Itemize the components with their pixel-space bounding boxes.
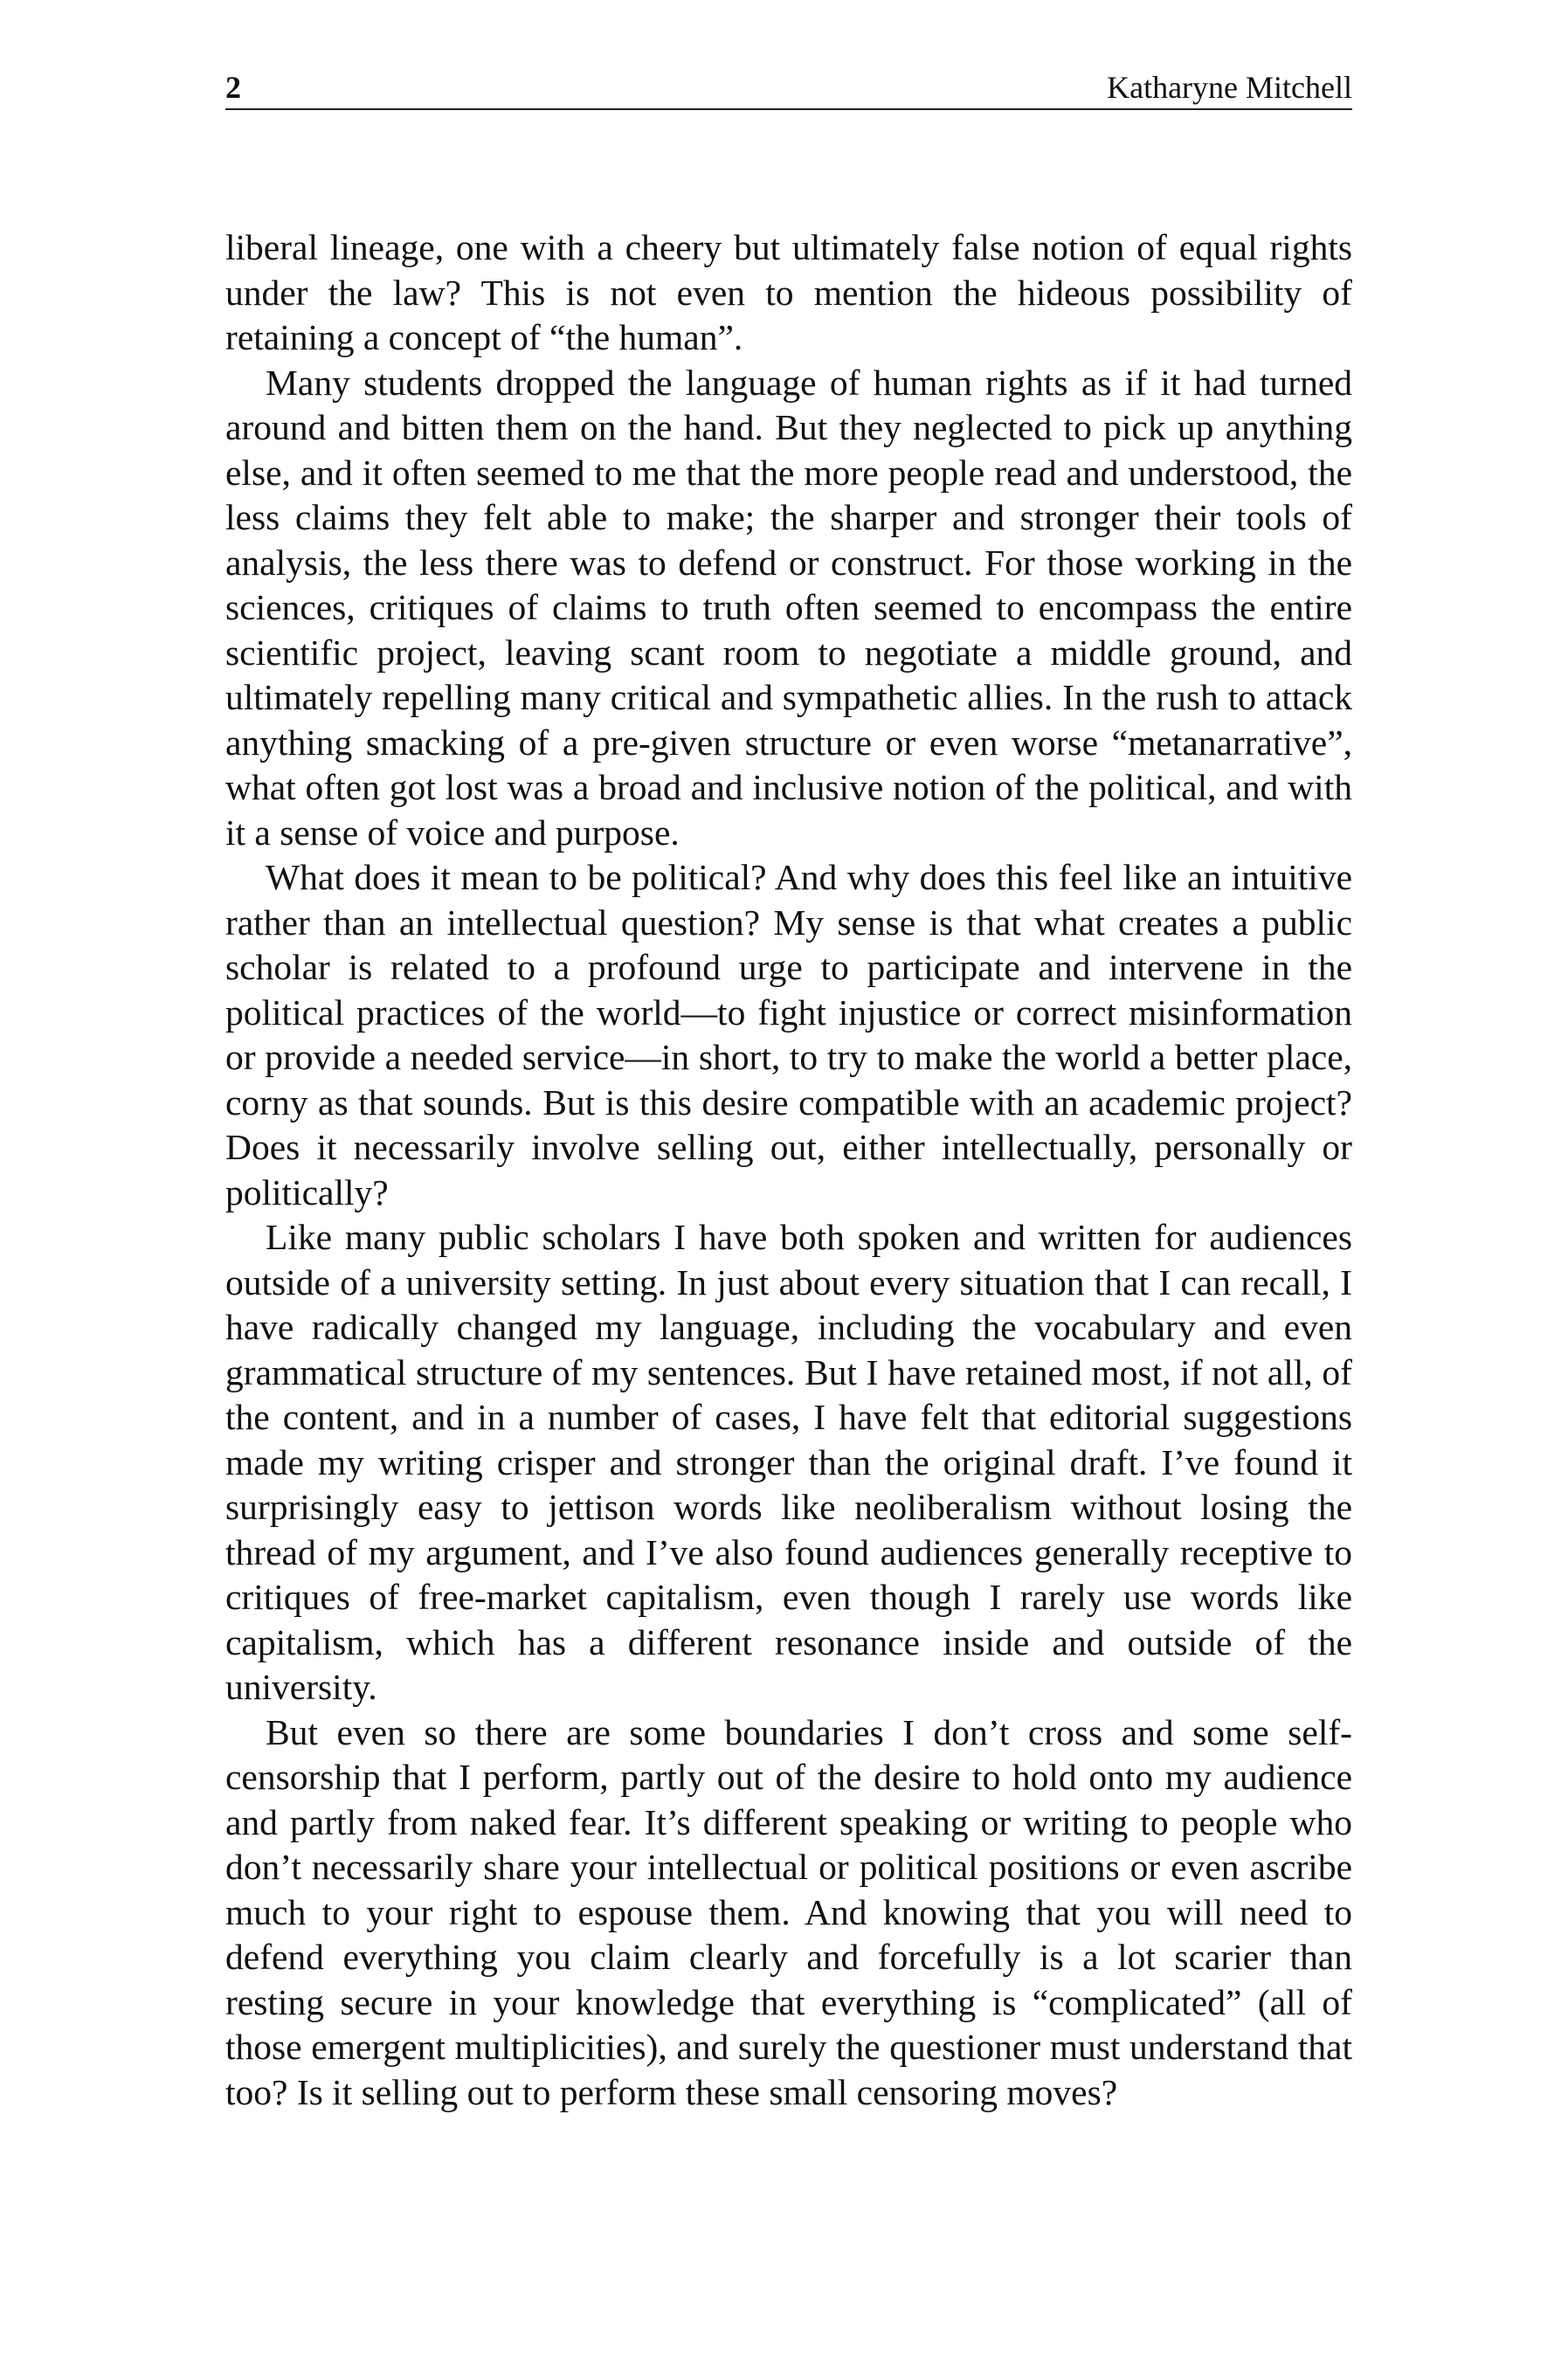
running-header: [225, 68, 1352, 110]
running-head-author: Katharyne Mitchell: [1107, 70, 1352, 105]
paragraph: What does it mean to be political? And why does this feel like an intuitive rather than an intellectual question? My sense is that what creates a public scholar is related to a profound urge to participate and intervene in the political practices of the world—to fight injustice or correct misinformation or provide a needed service—in short, to try to make the world a better place, corny as that sounds. But is this desire compatible with an academic project? Does it necessarily involve selling out, either intellectually, personally or politically?: [225, 857, 1352, 1213]
paragraph: liberal lineage, one with a cheery but ultimately false notion of equal rights under the law? This is not even to mention the hideous possibility of retaining a concept of “the human”.: [225, 227, 1352, 357]
body-text: [225, 225, 1352, 2115]
paragraph: Like many public scholars I have both spoken and written for audiences outside of a university setting. In just about every situation that I can recall, I have radically changed my language, including the vocabulary and even grammatical structure of my sentences. But I have retained most, if not all, of the content, and in a number of cases, I have felt that editorial suggestions made my writing crisper and stronger than the original draft. I’ve found it surprisingly easy to jettison words like neoliberalism without losing the thread of my argument, and I’ve also found audiences generally receptive to critiques of free-market capitalism, even though I rarely use words like capitalism, which has a different resonance inside and outside of the university.: [225, 1217, 1352, 1707]
paragraph: But even so there are some boundaries I don’t cross and some self-censorship that I perform, partly out of the desire to hold onto my audience and partly from naked fear. It’s different speaking or writing to people who don’t necessarily share your intellectual or political positions or even ascribe much to your right to espouse them. And knowing that you will need to defend everything you claim clearly and forcefully is a lot scarier than resting secure in your knowledge that everything is “complicated” (all of those emergent multiplicities), and surely the questioner must understand that too? Is it selling out to perform these small censoring moves?: [225, 1711, 1352, 2112]
document-page: [225, 68, 1352, 2304]
page-number: 2: [225, 70, 241, 105]
paragraph: Many students dropped the language of human rights as if it had turned around and bitten them on the hand. But they neglected to pick up anything else, and it often seemed to me that the more people read and understood, the less claims they felt able to make; the sharper and stronger their tools of analysis, the less there was to defend or construct. For those working in the sciences, critiques of claims to truth often seemed to encompass the entire scientific project, leaving scant room to negotiate a middle ground, and ultimately repelling many critical and sympathetic allies. In the rush to attack anything smacking of a pre-given structure or even worse “metanarrative”, what often got lost was a broad and inclusive notion of the political, and with it a sense of voice and purpose.: [225, 362, 1352, 853]
